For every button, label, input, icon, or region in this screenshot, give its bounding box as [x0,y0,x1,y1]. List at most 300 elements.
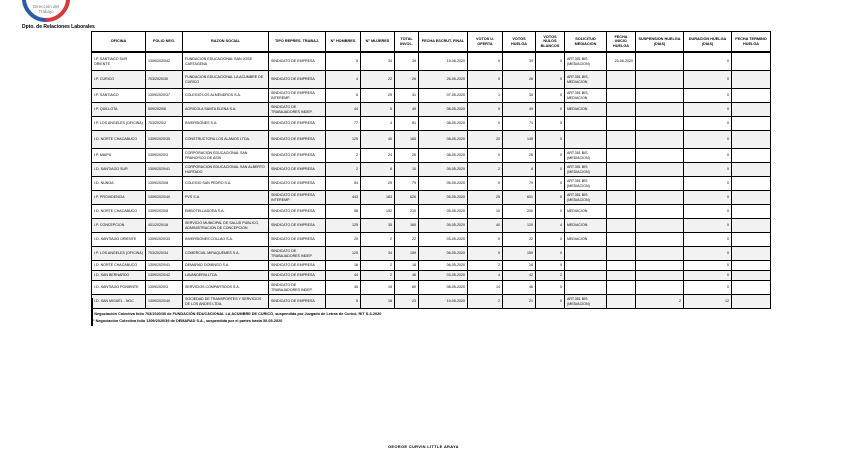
table-cell: 0 [468,149,503,163]
table-cell: 2 [361,261,395,271]
table-cell: 46 [395,271,419,281]
table-row [92,261,771,271]
footnote-2: ¹¹ Negociación Colectiva folio 1309/2020/39 de DEMARAD S.A., suspendida por el partes hasta 30-05-2020 [92,319,283,323]
table-cell: 10 [395,163,419,177]
table-cell [607,71,636,89]
table-cell: 26 [503,149,536,163]
table-cell: 601 [503,191,536,205]
column-header: N° HOMBRES [326,32,361,53]
table-cell: 08-05-2020 [419,131,468,149]
table-cell: SINDICATO DE EMPRESA INTEREMP. [269,191,326,205]
table-cell [607,261,636,271]
table-cell: PVS S.A. [183,191,269,205]
table-cell: SINDICATO DE TRABAJADORES INDEP. [269,281,326,295]
table-cell: 4 [326,71,361,89]
table-cell: 34 [361,52,395,71]
table-cell: I.P. SANTIAGO SUR ORIENTE [92,52,146,71]
table-cell: I.P. LOS ANGELES (OFICINA) [92,247,146,261]
table-row [92,163,771,177]
table-cell: 24 [361,149,395,163]
table-cell: 125 [326,247,361,261]
table-cell: 26 [503,71,536,89]
table-row [92,233,771,247]
table-cell: 703/2020/2 [146,117,183,131]
table-cell: 0 [536,233,565,247]
table-cell: 1309/2020/42 [146,52,183,71]
table-row [92,271,771,281]
table-cell: 0 [684,52,732,71]
column-header: VOTOS NULOS BLANCOS [536,32,565,53]
table-cell [636,247,684,261]
table-cell: 5 [536,131,565,149]
table-cell: 46 [503,281,536,295]
table-cell [636,191,684,205]
table-cell [732,281,771,295]
table-cell: 26-05-2020 [419,71,468,89]
table-cell [565,131,607,149]
table-row [92,219,771,233]
table-cell [732,219,771,233]
table-cell [636,205,684,219]
table-cell [636,131,684,149]
table-cell: I.P. CURICO [92,71,146,89]
table-cell [565,261,607,271]
table-cell [732,52,771,71]
table-cell [565,281,607,295]
table-cell [732,177,771,191]
table-cell: ART.351 BIS (MEDIACION) [565,191,607,205]
table-cell: 160 [395,219,419,233]
table-cell: 77 [326,117,361,131]
table-cell: I.P. CONCEPCION [92,219,146,233]
table-cell: 5 [361,103,395,117]
table-cell: 0 [468,233,503,247]
table-cell: ART.351 BIS (MEDIACION) [565,177,607,191]
table-cell: 06-05-2020 [419,261,468,271]
table-cell: 22 [395,233,419,247]
table-cell: 45 [326,281,361,295]
table-cell: 2 [361,271,395,281]
table-cell: I.P. SANTIAGO [92,89,146,103]
table-cell: 8 [361,163,395,177]
table-cell [607,205,636,219]
table-row [92,117,771,131]
table-cell: CORPORACION EDUCACIONAL SAN FRANCISCO DE ASIS [183,149,269,163]
table-cell: 05-05-2020 [419,163,468,177]
table-cell [607,177,636,191]
table-cell: 626 [395,191,419,205]
table-cell: 1 [468,89,503,103]
table-cell: 0 [536,71,565,89]
table-cell: 39 [503,52,536,71]
table-cell: 2 [468,163,503,177]
table-cell: SINDICATO DE EMPRESA [269,117,326,131]
table-cell: 159 [395,247,419,261]
table-cell: 0 [468,52,503,71]
table-cell: I.P. PROVIDENCIA [92,191,146,205]
table-cell: 0 [684,131,732,149]
table-cell: 54 [326,177,361,191]
table-cell: 0 [468,177,503,191]
table-cell: 16 [503,261,536,271]
table-cell: INVERSIONES S.A. [183,117,269,131]
table-cell: 1309/2020/40 [146,295,183,309]
table-cell: 2 [326,163,361,177]
table-cell: 1309/2020/41 [146,163,183,177]
table-cell: MEDIACION [565,233,607,247]
table-cell [607,281,636,295]
table-cell: 03-05-2020 [419,271,468,281]
table-cell: 159 [503,247,536,261]
table-cell: 0 [684,117,732,131]
table-cell: 0 [684,103,732,117]
table-row [92,281,771,295]
table-cell: 0 [684,281,732,295]
table-cell: 0 [684,247,732,261]
table-cell: 0 [684,71,732,89]
table-cell: FUNDACION EDUCACIONAL LA ACUMBRE DE CURICO [183,71,269,89]
table-row [92,191,771,205]
table-cell: SINDICATO DE EMPRESA [269,233,326,247]
table-row [92,177,771,191]
table-cell: 40 [361,131,395,149]
table-cell [607,103,636,117]
column-header: SOLICITUD MEDIACION [565,32,607,53]
table-cell: SINDICATO DE EMPRESA [269,205,326,219]
table-cell: I.P. LOS ANGELES (OFICINA) [92,117,146,131]
table-cell: 16 [326,261,361,271]
table-cell [732,247,771,261]
column-header: VOTOS HUELGA [503,32,536,53]
table-cell: 2 [468,261,503,271]
table-cell [732,271,771,281]
table-cell: 0 [536,163,565,177]
table-cell [732,103,771,117]
table-cell: CONSTRUCTORA LOS ALAMOS LTDA. [183,131,269,149]
column-header: TIPO REPRES. TRABAJ. [269,32,326,53]
column-header: DURACION HUELGA (DIAS) [684,32,732,53]
table-cell: 05-05-2020 [419,219,468,233]
table-cell: 0 [684,271,732,281]
table-cell: 12 [684,295,732,309]
table-cell: I.D. SAN MIGUEL - NOC [92,295,146,309]
table-cell: DEMARAD DOMINGO S.A. [183,261,269,271]
table-cell: 21 [503,295,536,309]
table-cell: 42 [503,271,536,281]
table-cell: SINDICATO DE EMPRESA [269,163,326,177]
table-cell: 05-05-2020 [419,205,468,219]
table-cell: 0 [536,177,565,191]
table-cell: 22 [361,71,395,89]
table-cell: SINDICATO DE EMPRESA [269,131,326,149]
table-cell [607,163,636,177]
table-cell: 703/2020/34 [146,247,183,261]
table-header-row [92,32,771,53]
table-cell [565,247,607,261]
table-cell: I.D. NUNOA [92,177,146,191]
table-cell: 05-05-2020 [419,191,468,205]
table-cell: 23-06-2020 [607,52,636,71]
table-cell: SINDICATO DE EMPRESA [269,177,326,191]
table-cell: 0 [684,177,732,191]
table-cell [636,117,684,131]
table-cell: 200 [503,205,536,219]
table-cell: 14 [468,281,503,295]
table-cell [732,163,771,177]
table-cell [732,89,771,103]
table-cell: 22 [503,233,536,247]
table-cell [607,117,636,131]
table-cell: 0 [536,103,565,117]
table-cell: 07-05-2020 [419,89,468,103]
table-cell: 1309/2020/42 [146,271,183,281]
table-cell: I.P. MAIPU [92,149,146,163]
table-cell: I.D. SANTIAGO SUR [92,163,146,177]
table-cell [565,117,607,131]
direccion-del-trabajo-logo [20,0,72,22]
table-cell [732,191,771,205]
table-cell: 0 [684,261,732,271]
table-cell: 30 [503,89,536,103]
table-cell: 40 [468,219,503,233]
table-cell: 15 [361,281,395,295]
table-cell [607,149,636,163]
table-cell: 5 [326,52,361,71]
table-cell: FUNDACION EDUCACIONAL SAN JOSE CARTAGENA [183,52,269,71]
table-cell: 35 [361,219,395,233]
table-cell [607,295,636,309]
table-cell: 4 [468,271,503,281]
table-cell: 79 [395,177,419,191]
column-header: FOLIO NEG. [146,32,183,53]
table-cell: 79 [503,177,536,191]
table-cell: CORPORACION EDUCACIONAL SAN ALBERTO HURTADO [183,163,269,177]
table-cell: 2 [636,295,684,309]
table-cell: SINDICATO DE EMPRESA [269,219,326,233]
table-cell: 18 [361,295,395,309]
table-cell: 1309/2020/40 [146,191,183,205]
table-cell: 152 [361,205,395,219]
table-cell [732,295,771,309]
table-cell: 49 [503,103,536,117]
table-cell: 125 [326,131,361,149]
table-cell [607,131,636,149]
table-row [92,247,771,261]
table-cell: 31 [395,89,419,103]
table-cell: SOCIEDAD DE TRANSPORTES Y SERVICIOS DE LOS ANDES LTDA. [183,295,269,309]
table-cell: ART.351 BIS (MEDIACION) [565,163,607,177]
strike-report-table [91,31,771,309]
svg-text:Trabajo: Trabajo [38,9,54,14]
table-cell: 1309/2020/33 [146,233,183,247]
table-cell: ART.351 BIS (MEDIACION) [565,149,607,163]
table-cell: 0 [468,103,503,117]
table-cell: COMERCIAL MIRAQUEMES S.A. [183,247,269,261]
table-cell [732,233,771,247]
table-cell: 19-06-2020 [419,52,468,71]
table-cell: SINDICATO DE EMPRESA [269,295,326,309]
table-cell: 20 [326,233,361,247]
table-cell: 08-05-2020 [419,149,468,163]
table-cell: 44 [326,271,361,281]
table-cell: 1309/2020/3 [146,281,183,295]
table-cell: I.D. NORTE CHACABUCO [92,205,146,219]
column-header: SUSPENSION HUELGA (DIAS) [636,32,684,53]
table-cell: 19-05-2020 [419,295,468,309]
table-row [92,131,771,149]
table-cell: COLEGIO SAN PEDRO S.A. [183,177,269,191]
table-cell: 0 [536,191,565,205]
table-cell: SINDICATO DE EMPRESA [269,271,326,281]
table-cell: 39 [395,52,419,71]
table-cell: 2 [536,271,565,281]
table-cell: 81 [395,117,419,131]
table-cell: 49 [395,103,419,117]
table-cell: 1309/2020/8 [146,177,183,191]
table-cell [607,247,636,261]
table-cell: 06-05-2020 [419,247,468,261]
table-cell: 1309/2020/35 [146,131,183,149]
table-cell [732,117,771,131]
table-cell: 0 [684,219,732,233]
footnote-1: ¹ Negociación Colectiva folio 703/2020/30 de FUNDACIÓN EDUCACIONAL LA ACUMBRE DE CURICÓ, suspendida por Juzgado de Letras de Curicó, RIT S-3-2020 [92,312,382,316]
column-header: FECHA INICIO HUELGA [607,32,636,53]
table-cell: 0 [536,261,565,271]
table-cell [636,261,684,271]
table-cell: 25 [468,191,503,205]
table-cell: MEDIACION [565,219,607,233]
table-cell: SINDICATO DE EMPRESA [269,149,326,163]
table-cell [636,89,684,103]
table-cell: LAVANDERIA LTDA. [183,271,269,281]
table-cell [636,71,684,89]
table-cell: 58 [326,205,361,219]
table-cell: 0 [684,191,732,205]
table-cell: 5 [536,117,565,131]
table-cell: 2 [326,149,361,163]
table-cell: 5 [326,295,361,309]
table-cell: 165 [395,131,419,149]
table-cell [636,163,684,177]
table-cell: 4 [361,117,395,131]
table-cell: 08-05-2020 [419,103,468,117]
table-cell: 6 [326,89,361,103]
table-cell: ART.351 BIS, MEDIACION [565,71,607,89]
table-cell: 145 [503,131,536,149]
table-cell: I.D. SANTIAGO PONIENTE [92,281,146,295]
svg-text:Dirección del: Dirección del [32,4,60,9]
table-cell: SINDICATO DE TRABAJADORES INDEP. [269,103,326,117]
table-row [92,89,771,103]
table-cell: I.D. NORTE CHACABUCO [92,261,146,271]
table-cell: 18 [395,261,419,271]
table-cell [607,271,636,281]
table-cell [636,219,684,233]
table-cell: 08-05-2020 [419,281,468,295]
table-cell: 0 [684,205,732,219]
table-row [92,71,771,89]
table-cell: 0 [684,149,732,163]
table-cell: 10 [468,205,503,219]
table-cell: 0 [536,281,565,295]
table-row [92,149,771,163]
table-cell: 26 [395,149,419,163]
table-cell: 0 [684,233,732,247]
table-cell [636,233,684,247]
table-cell: I.D. SAN BERNARDO [92,271,146,281]
table-cell: 1309/2020/41 [146,261,183,271]
table-cell [607,191,636,205]
table-cell: 183 [361,191,395,205]
table-cell: 0 [468,71,503,89]
table-cell: 1309/2020/3 [146,149,183,163]
table-cell: 509/2020/6 [146,103,183,117]
table-cell [607,219,636,233]
table-cell: 03-05-2020 [419,233,468,247]
table-cell: MEDIACION [565,103,607,117]
column-header: TOTAL INVOL. [395,32,419,53]
table-cell: EMBOTELLADORA S.A. [183,205,269,219]
table-cell: 8 [503,163,536,177]
table-cell: 4 [536,219,565,233]
column-header: N° MUJERES [361,32,395,53]
table-cell: 401/2020/18 [146,219,183,233]
table-cell [565,271,607,281]
table-cell [636,52,684,71]
table-cell: SINDICATO DE EMPRESA [269,52,326,71]
table-cell: AGRICOLA SANTA ELENA S.A. [183,103,269,117]
table-cell: SINDICATO DE EMPRESA [269,71,326,89]
table-cell: 120 [503,219,536,233]
table-cell: 443 [326,191,361,205]
table-cell: INVERSIONES COLLAO S.A. [183,233,269,247]
table-cell: 0 [536,295,565,309]
table-cell: 2 [361,233,395,247]
column-header: OFICINA [92,32,146,53]
table-row [92,295,771,309]
table-cell: SERVICIOS COMPARTIDOS S.A. [183,281,269,295]
table-cell: 0 [536,205,565,219]
table-cell [732,149,771,163]
table-cell: 0 [536,247,565,261]
table-cell: 0 [536,149,565,163]
table-cell: 0 [684,89,732,103]
table-cell: 25 [361,89,395,103]
table-cell: ART.351 BIS (MEDIACION) [565,295,607,309]
table-row [92,52,771,71]
table-cell [607,89,636,103]
table-cell: 1309/2020/8 [146,205,183,219]
table-cell: 71 [503,117,536,131]
table-cell: 08-05-2020 [419,117,468,131]
table-cell [636,177,684,191]
department-label: Dpto. de Relaciones Laborales [22,24,95,30]
table-cell: 44 [326,103,361,117]
table-cell [636,271,684,281]
table-cell: 25 [361,177,395,191]
table-cell: I.P. QUILLOTA [92,103,146,117]
table-cell [732,131,771,149]
column-header: FECHA TERMINO HUELGA [732,32,771,53]
column-header: VOTOS U. OFERTA [468,32,503,53]
table-cell [636,281,684,295]
table-cell: 1309/2020/37 [146,89,183,103]
column-header: FECHA ESCRUT. FINAL [419,32,468,53]
table-cell [732,71,771,89]
table-cell: MEDIACION [565,205,607,219]
table-cell: COLEGIO LOS ALMENDROS S.A. [183,89,269,103]
table-cell: 0 [536,52,565,71]
